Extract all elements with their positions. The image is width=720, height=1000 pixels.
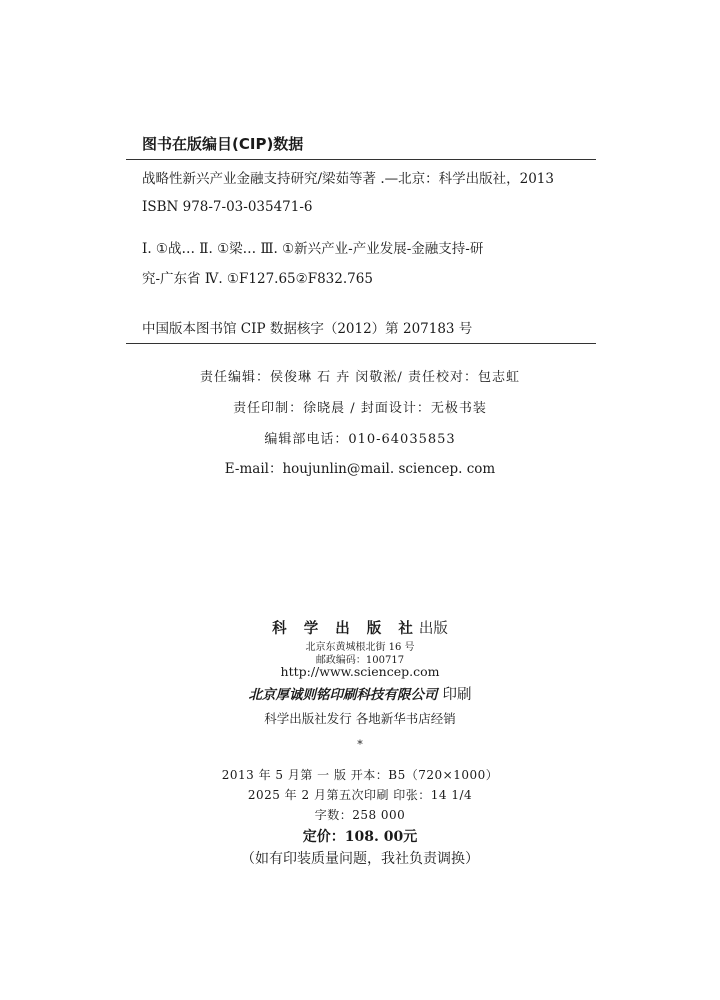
cip-heading: 图书在版编目(CIP)数据 bbox=[142, 135, 304, 153]
publisher-suffix: 出版 bbox=[418, 621, 448, 637]
editors-credit: 责任编辑：侯俊琳 石 卉 闵敬淞/ 责任校对：包志虹 bbox=[200, 370, 520, 385]
subjects-line-1: Ⅰ. ①战… Ⅱ. ①梁… Ⅲ. ①新兴产业-产业发展-金融支持-研 bbox=[142, 241, 484, 257]
publisher-name: 科 学 出 版 社 bbox=[272, 620, 419, 637]
printer-line bbox=[0, 683, 720, 704]
top-rule bbox=[126, 159, 596, 160]
cip-title-line: 战略性新兴产业金融支持研究/梁茹等著 .—北京：科学出版社，2013 bbox=[142, 171, 554, 187]
separator-star: * bbox=[357, 738, 363, 751]
editorial-phone: 编辑部电话：010-64035853 bbox=[264, 432, 456, 447]
printing-design-credit: 责任印制：徐晓晨 / 封面设计：无极书装 bbox=[233, 401, 487, 416]
printer-suffix: 印刷 bbox=[442, 687, 472, 703]
subjects-line-2: 究-广东省 Ⅳ. ①F127.65②F832.765 bbox=[142, 271, 373, 287]
cip-core-data: 中国版本图书馆 CIP 数据核字（2012）第 207183 号 bbox=[142, 321, 473, 337]
isbn: ISBN 978-7-03-035471-6 bbox=[142, 199, 313, 215]
distribution: 科学出版社发行 各地新华书店经销 bbox=[264, 711, 456, 726]
quality-notice: （如有印装质量问题，我社负责调换） bbox=[241, 851, 479, 867]
publisher-postcode: 邮政编码：100717 bbox=[315, 655, 405, 666]
printer-name: 北京厚诚则铭印刷科技有限公司 bbox=[248, 687, 438, 703]
publisher-website: http://www.sciencep.com bbox=[280, 664, 440, 679]
word-count: 字数：258 000 bbox=[314, 808, 406, 822]
publisher-line bbox=[0, 617, 720, 638]
editorial-email: E-mail：houjunlin@mail. sciencep. com bbox=[224, 461, 496, 477]
printing-sheets: 2025 年 2 月第五次印刷 印张：14 1/4 bbox=[247, 788, 473, 802]
edition-format: 2013 年 5 月第 一 版 开本：B5（720×1000） bbox=[221, 768, 499, 782]
bottom-rule bbox=[126, 343, 596, 344]
publisher-address: 北京东黄城根北街 16 号 bbox=[305, 642, 415, 653]
price: 定价：108. 00元 bbox=[302, 829, 418, 845]
